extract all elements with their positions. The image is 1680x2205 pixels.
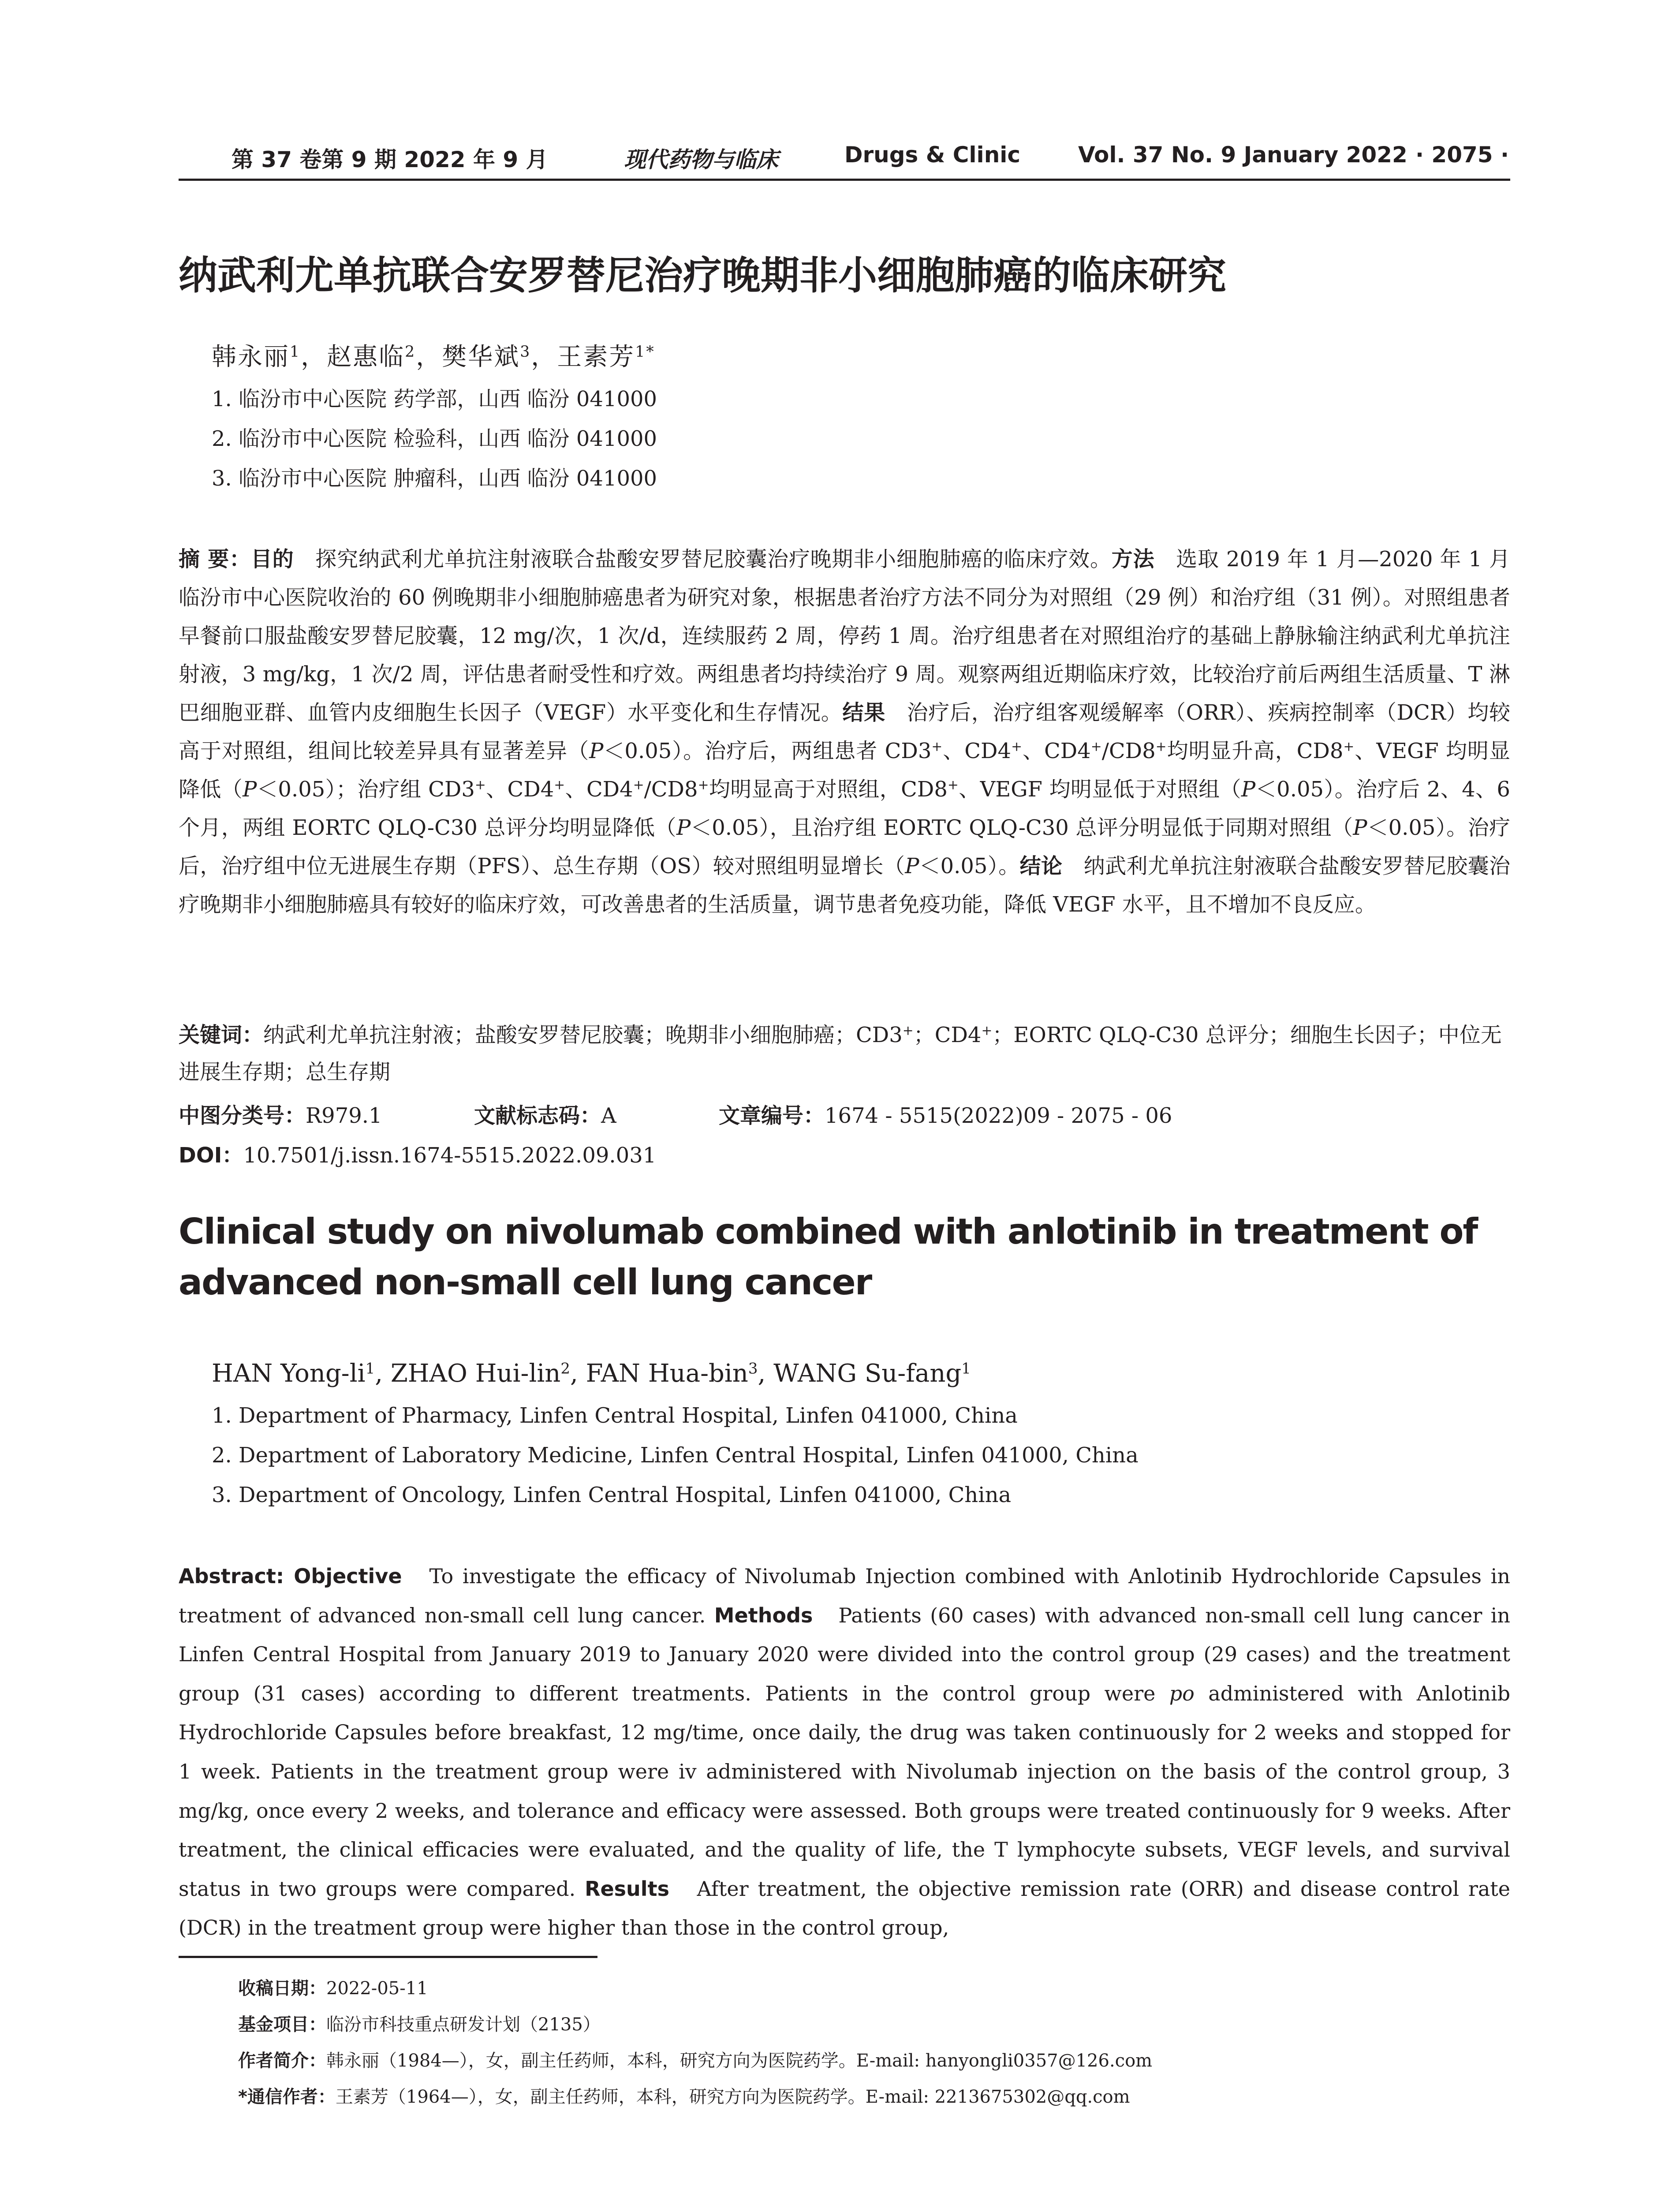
author-affiliation-mark: 1 (365, 1360, 375, 1378)
author-affiliation-mark: 3 (520, 343, 531, 361)
page-number: · 2075 · (1415, 142, 1509, 168)
doi-label: DOI： (179, 1143, 243, 1168)
results-label: 结果 (842, 700, 885, 725)
affiliation-list-cn (212, 379, 657, 498)
results-text: ＜0.05）。治疗后，两组患者 CD3 (603, 739, 932, 763)
doi-line (179, 1136, 656, 1175)
author-name: FAN Hua-bin (586, 1359, 748, 1388)
p-symbol: P (905, 854, 919, 878)
footnote-label: 作者简介： (238, 2051, 326, 2071)
footnote-corresponding-author (238, 2079, 1517, 2115)
running-header (179, 132, 1510, 181)
superscript-plus: + (1343, 739, 1355, 755)
superscript-plus: + (1011, 739, 1022, 755)
author-affiliation-mark: 3 (748, 1360, 758, 1378)
superscript-plus: + (474, 777, 486, 793)
author-name: 樊华斌 (442, 343, 520, 371)
author-affiliation-mark: 1 (961, 1360, 971, 1378)
results-text: /CD8 (644, 777, 698, 802)
journal-name-cn: 现代药物与临床 (624, 146, 778, 172)
results-text: ＜0.05），且治疗组 EORTC QLQ-C30 总评分明显低于同期对照组（ (691, 815, 1353, 840)
superscript-plus: + (902, 1023, 914, 1039)
results-text: 、VEGF 均明显降低（ (179, 739, 1510, 802)
author-name: 赵惠临 (327, 343, 405, 371)
superscript-plus: + (554, 777, 565, 793)
p-symbol: P (243, 777, 257, 802)
superscript-plus: + (931, 739, 943, 755)
keywords-text: ；CD4 (913, 1023, 982, 1047)
superscript-plus: + (698, 777, 709, 793)
footnote-list (238, 1970, 1517, 2115)
footnote-divider (179, 1956, 597, 1958)
methods-text: 选取 2019 年 1 月—2020 年 1 月临汾市中心医院收治的 60 例晚期非小细胞肺癌患者为研究对象，根据患者治疗方法不同分为对照组（29 例）和治疗组（31 例）。对照组患者早餐前口服盐酸安罗替尼胶囊，12 mg/次，1 次/d，连续服药 2 周，停药 1 周。治疗组患者在对照组治疗的基础上静脉输注纳武利尤单抗注射液，3 mg/kg，1 次/2 周，评估患者耐受性和疗效。两组患者均持续治疗 9 周。观察两组近期临床疗效，比较治疗前后两组生活质量、T 淋巴细胞亚群、血管内皮细胞生长因子（VEGF）水平变化和生存情况。 (179, 547, 1510, 725)
route-po: po (1169, 1681, 1195, 1705)
results-text: 、CD4 (485, 777, 554, 802)
affiliation-item: 1. Department of Pharmacy, Linfen Central Hospital, Linfen 041000, China (212, 1403, 1018, 1428)
volume-info-en: Vol. 37 No. 9 January 2022 (1078, 142, 1407, 168)
methods-label: Methods (714, 1603, 813, 1627)
keywords-cn (179, 1017, 1510, 1091)
footnote-text: 韩永丽（1984—），女，副主任药师，本科，研究方向为医院药学。E-mail: hanyongli0357@126.com (326, 2051, 1153, 2071)
affiliation-item: 2. 临汾市中心医院 检验科，山西 临汾 041000 (212, 426, 657, 451)
methods-label: 方法 (1111, 547, 1155, 572)
p-symbol: P (1353, 815, 1367, 840)
objective-text: To investigate the efficacy of Nivolumab Injection combined with Anlotinib Hydrochloride Capsules in treatment of advanced non-small cell lung cancer. (179, 1564, 1510, 1627)
footnote-label: 收稿日期： (238, 1978, 326, 1999)
keywords-text: 纳武利尤单抗注射液；盐酸安罗替尼胶囊；晚期非小细胞肺癌；CD3 (263, 1023, 903, 1047)
issue-info-cn: 第 37 卷第 9 期 2022 年 9 月 (231, 147, 548, 172)
affiliation-list-en (212, 1396, 1139, 1515)
results-text: ＜0.05）；治疗组 CD3 (257, 777, 475, 802)
superscript-plus: + (1090, 739, 1102, 755)
article-number-group (719, 1096, 1172, 1136)
document-code-value: A (601, 1103, 616, 1128)
affiliation-item: 2. Department of Laboratory Medicine, Linfen Central Hospital, Linfen 041000, China (212, 1443, 1139, 1468)
clc-label: 中图分类号： (179, 1103, 306, 1128)
superscript-plus: + (947, 777, 959, 793)
article-number-value: 1674 - 5515(2022)09 - 2075 - 06 (825, 1103, 1172, 1128)
footnote-author-bio (238, 2043, 1517, 2079)
p-symbol: P (589, 739, 604, 763)
superscript-plus: + (981, 1023, 993, 1039)
doi-value: 10.7501/j.issn.1674-5515.2022.09.031 (243, 1143, 657, 1168)
results-text: ＜0.05）。 (919, 854, 1020, 878)
results-text: ＜0.05）。治疗后，治疗组中位无进展生存期（PFS）、总生存期（OS）较对照组明显增长（ (179, 815, 1510, 878)
author-affiliation-mark: 2 (560, 1360, 570, 1378)
author-affiliation-mark: 1 (290, 343, 301, 361)
results-text: 均明显高于对照组，CD8 (709, 777, 948, 802)
abstract-en (179, 1557, 1510, 1947)
article-title-en: Clinical study on nivolumab combined with anlotinib in treatment of advanced non-small cell lung cancer (179, 1211, 1478, 1303)
footnote-label: *通信作者： (238, 2087, 336, 2107)
footnote-funding (238, 2007, 1517, 2043)
results-text: 、VEGF 均明显低于对照组（ (958, 777, 1241, 802)
affiliation-item: 3. Department of Oncology, Linfen Central Hospital, Linfen 041000, China (212, 1483, 1012, 1507)
author-name: 王素芳 (557, 343, 635, 371)
p-symbol: P (1241, 777, 1256, 802)
clc-group (179, 1096, 382, 1136)
results-label: Results (585, 1876, 669, 1901)
results-text: 均明显升高，CD8 (1166, 739, 1344, 763)
conclusion-text: 纳武利尤单抗注射液联合盐酸安罗替尼胶囊治疗晚期非小细胞肺癌具有较好的临床疗效，可改善患者的生活质量，调节患者免疫功能，降低 VEGF 水平，且不增加不良反应。 (179, 854, 1510, 917)
keywords-text: ；EORTC QLQ-C30 总评分；细胞生长因子；中位无进展生存期；总生存期 (179, 1023, 1502, 1084)
footnote-received (238, 1970, 1517, 2007)
classification-line (179, 1096, 1510, 1136)
article-number-label: 文章编号： (719, 1103, 825, 1128)
abstract-cn (179, 540, 1510, 924)
objective-label: 目的 (250, 547, 294, 572)
results-text: 、CD4 (1022, 739, 1091, 763)
footnote-label: 基金项目： (238, 2014, 326, 2035)
conclusion-label: 结论 (1019, 854, 1063, 878)
clc-value: R979.1 (306, 1103, 382, 1128)
author-list-cn: 韩永丽$^1$，赵惠临$^2$，樊华斌$^3$，王素芳$^{1*}$ (212, 343, 655, 371)
results-text: 、CD4 (565, 777, 633, 802)
footnote-text: 王素芳（1964—），女，副主任药师，本科，研究方向为医院药学。E-mail: 2213675302@qq.com (335, 2087, 1130, 2107)
author-affiliation-mark: 1* (635, 343, 655, 361)
footnote-text: 2022-05-11 (326, 1978, 428, 1999)
results-text: After treatment, the objective remission rate (ORR) and disease control rate (DCR) in the treatment group were higher than those in the control group, (179, 1876, 1511, 1940)
results-text: /CD8 (1101, 739, 1156, 763)
author-name: ZHAO Hui-lin (390, 1359, 561, 1388)
author-name: WANG Su-fang (773, 1359, 962, 1388)
results-text: 治疗后，治疗组客观缓解率（ORR）、疾病控制率（DCR）均较高于对照组，组间比较差异具有显著差异（ (179, 700, 1510, 763)
objective-text: 探究纳武利尤单抗注射液联合盐酸安罗替尼胶囊治疗晚期非小细胞肺癌的临床疗效。 (315, 547, 1112, 572)
keywords-label: 关键词： (179, 1023, 264, 1047)
p-symbol: P (676, 815, 691, 840)
results-text: 、CD4 (942, 739, 1012, 763)
affiliation-item: 3. 临汾市中心医院 肿瘤科，山西 临汾 041000 (212, 466, 657, 491)
article-title-cn: 纳武利尤单抗联合安罗替尼治疗晚期非小细胞肺癌的临床研究 (179, 253, 1227, 298)
methods-text: Patients (60 cases) with advanced non-small cell lung cancer in Linfen Central Hospital from January 2019 to January 2020 were divided into the control group (29 cases) and the treatment group (31 cases) according to different treatments. Patients in the control group were (179, 1603, 1511, 1705)
author-list-en: HAN Yong-$li^1$, ZHAO Hui-lin$^2$, FAN Hua-bin$^3$, WANG Su-fang$^1$ (212, 1359, 971, 1388)
author-affiliation-mark: 2 (405, 343, 416, 361)
objective-label: Abstract: Objective (179, 1564, 402, 1588)
superscript-plus: + (1155, 739, 1167, 755)
results-text: ＜0.05）。治疗后 2、4、6 个月，两组 EORTC QLQ-C30 总评分均明显降低（ (179, 777, 1510, 840)
abstract-label: 摘 要： (179, 547, 251, 572)
methods-text: administered with Anlotinib Hydrochloride Capsules before breakfast, 12 mg/time, once daily, the drug was taken continuously for 2 weeks and stopped for 1 week. Patients in the treatment group were iv administered with Nivolumab injection on the basis of the control group, 3 mg/kg, once every 2 weeks, and tolerance and efficacy were assessed. Both groups were treated continuously for 9 weeks. After treatment, the clinical efficacies were evaluated, and the quality of life, the T lymphocyte subsets, VEGF levels, and survival status in two groups were compared. (179, 1681, 1511, 1901)
document-code-group (474, 1096, 616, 1136)
document-code-label: 文献标志码： (474, 1103, 601, 1128)
superscript-plus: + (633, 777, 644, 793)
journal-name-en: Drugs & Clinic (844, 142, 1021, 168)
author-name: 韩永丽 (212, 343, 290, 371)
footnote-text: 临汾市科技重点研发计划（2135） (326, 2014, 601, 2035)
affiliation-item: 1. 临汾市中心医院 药学部，山西 临汾 041000 (212, 387, 657, 411)
author-name: HAN Yong-li (212, 1359, 366, 1388)
